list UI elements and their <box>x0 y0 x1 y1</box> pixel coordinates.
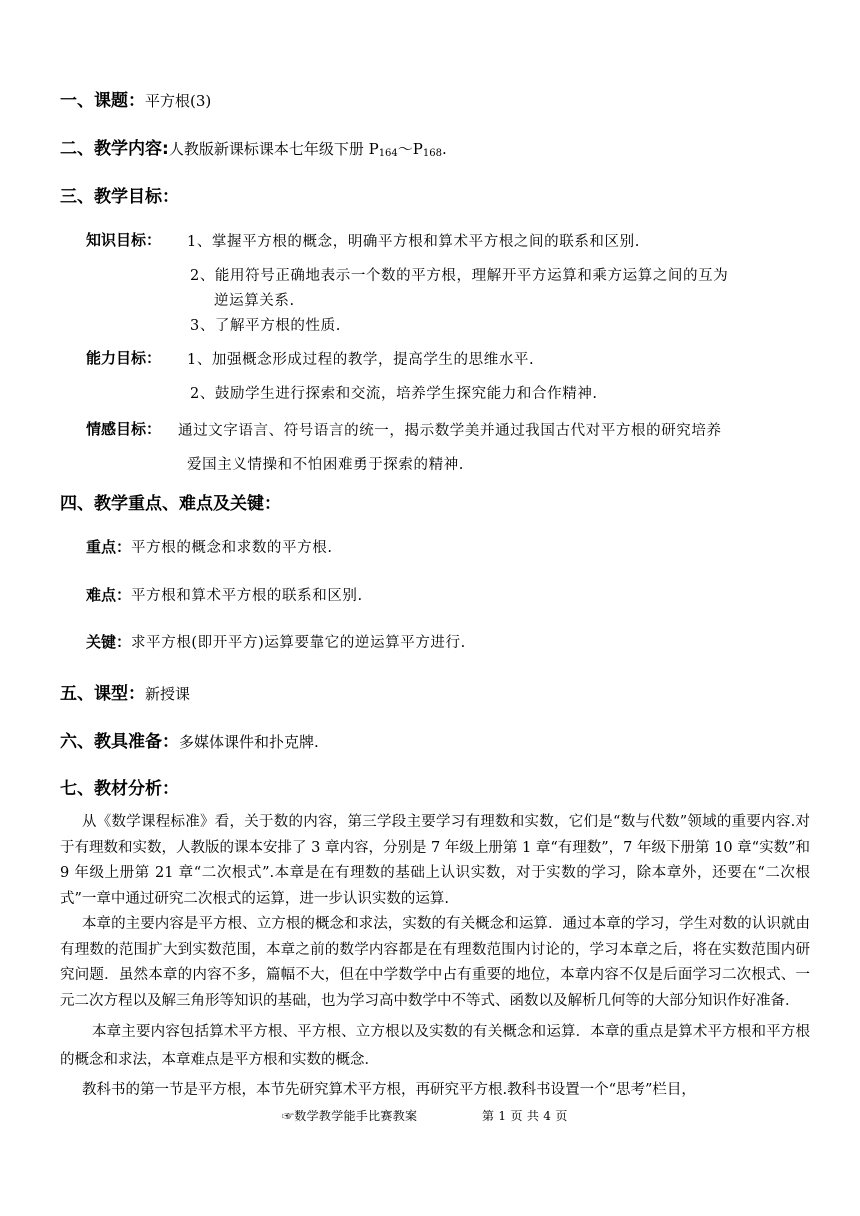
section-3-heading: 三、教学目标： <box>60 187 179 207</box>
focus-row <box>86 536 333 557</box>
difficulty-row <box>86 584 363 605</box>
footer-title: ☞数学教学能手比赛教案 <box>282 1109 418 1123</box>
difficulty-label: 难点： <box>86 586 132 604</box>
analysis-paragraph-4: 教科书的第一节是平方根，本节先研究算术平方根，再研究平方根.教科书设置一个“思考”栏目， <box>82 1082 696 1098</box>
focus-text: 平方根的概念和求数的平方根. <box>131 540 333 556</box>
ability-goal-item-1: 1、加强概念形成过程的教学，提高学生的思维水平. <box>187 352 535 368</box>
section-7-heading: 七、教材分析： <box>60 779 179 799</box>
emotion-goal-label: 情感目标： <box>86 420 162 438</box>
key-text: 求平方根(即开平方)运算要靠它的逆运算平方进行. <box>131 635 466 651</box>
emotion-goal-line-2: 爱国主义情操和不怕困难勇于探索的精神. <box>187 457 465 473</box>
section-2-heading: 二、教学内容:人教版新课标课本七年级下册 $P_{164}\sim P_{168}$. <box>60 139 447 159</box>
knowledge-goal-item-1: 1、掌握平方根的概念，明确平方根和算术平方根之间的联系和区别. <box>187 234 640 250</box>
section-2-value: 人教版新课标课本七年级下册 $P_{164}\sim P_{168}$. <box>168 140 447 159</box>
section-4-heading: 四、教学重点、难点及关键： <box>60 494 281 514</box>
ability-goal-item-2: 2、鼓励学生进行探索和交流，培养学生探究能力和合作精神. <box>190 386 598 402</box>
page-number: 第 1 页 共 4 页 <box>482 1109 568 1123</box>
section-5-value: 新授课 <box>145 685 191 703</box>
ability-goal-label: 能力目标： <box>86 349 162 367</box>
knowledge-goal-label: 知识目标： <box>86 231 162 249</box>
knowledge-goal-item-2-cont: 逆运算关系. <box>214 293 295 309</box>
key-label: 关键： <box>86 633 132 651</box>
key-row <box>86 631 466 652</box>
section-1-heading: 一、课题：平方根(3) <box>60 91 212 111</box>
section-1-value: 平方根(3) <box>145 92 212 110</box>
analysis-paragraph-1: 从《数学课程标准》看，关于数的内容，第三学段主要学习有理数和实数，它们是“数与代数”领域的重要内容.对于有理数和实数，人教版的课本安排了 3 章内容，分别是 7 年级上册第 1 章“有理数”，7 年级下册第 10 章“实数”和 9 年级上册第 21 章“二次根式”.本章是在有理数的基础上认识实数，对于实数的学习，除本章外，还要在“二次根式”一章中通过研究二次根式的运算，进一步认识实数的运算. <box>60 814 810 907</box>
analysis-paragraph-3: 本章主要内容包括算术平方根、平方根、立方根以及实数的有关概念和运算．本章的重点是算术平方根和平方根的概念和求法，本章难点是平方根和实数的概念． <box>60 1024 810 1068</box>
section-6-value: 多媒体课件和扑克牌. <box>179 733 319 751</box>
focus-label: 重点： <box>86 538 132 556</box>
difficulty-text: 平方根和算术平方根的联系和区别. <box>131 588 363 604</box>
section-5-heading: 五、课型：新授课 <box>60 684 191 704</box>
emotion-goal-line-1: 通过文字语言、符号语言的统一，揭示数学美并通过我国古代对平方根的研究培养 <box>178 423 722 439</box>
knowledge-goal-item-3: 3、了解平方根的性质. <box>190 318 341 334</box>
section-6-heading: 六、教具准备：多媒体课件和扑克牌. <box>60 732 319 752</box>
knowledge-goal-item-2: 2、能用符号正确地表示一个数的平方根，理解开平方运算和乘方运算之间的互为 <box>190 268 729 284</box>
analysis-paragraph-2: 本章的主要内容是平方根、立方根的概念和求法，实数的有关概念和运算．通过本章的学习，学生对数的认识就由有理数的范围扩大到实数范围，本章之前的数学内容都是在有理数范围内讨论的，学习本章之后，将在实数范围内研究问题．虽然本章的内容不多，篇幅不大，但在中学数学中占有重要的地位，本章内容不仅是后面学习二次根式、一元二次方程以及解三角形等知识的基础，也为学习高中数学中不等式、函数以及解析几何等的大部分知识作好准备． <box>60 916 810 1009</box>
